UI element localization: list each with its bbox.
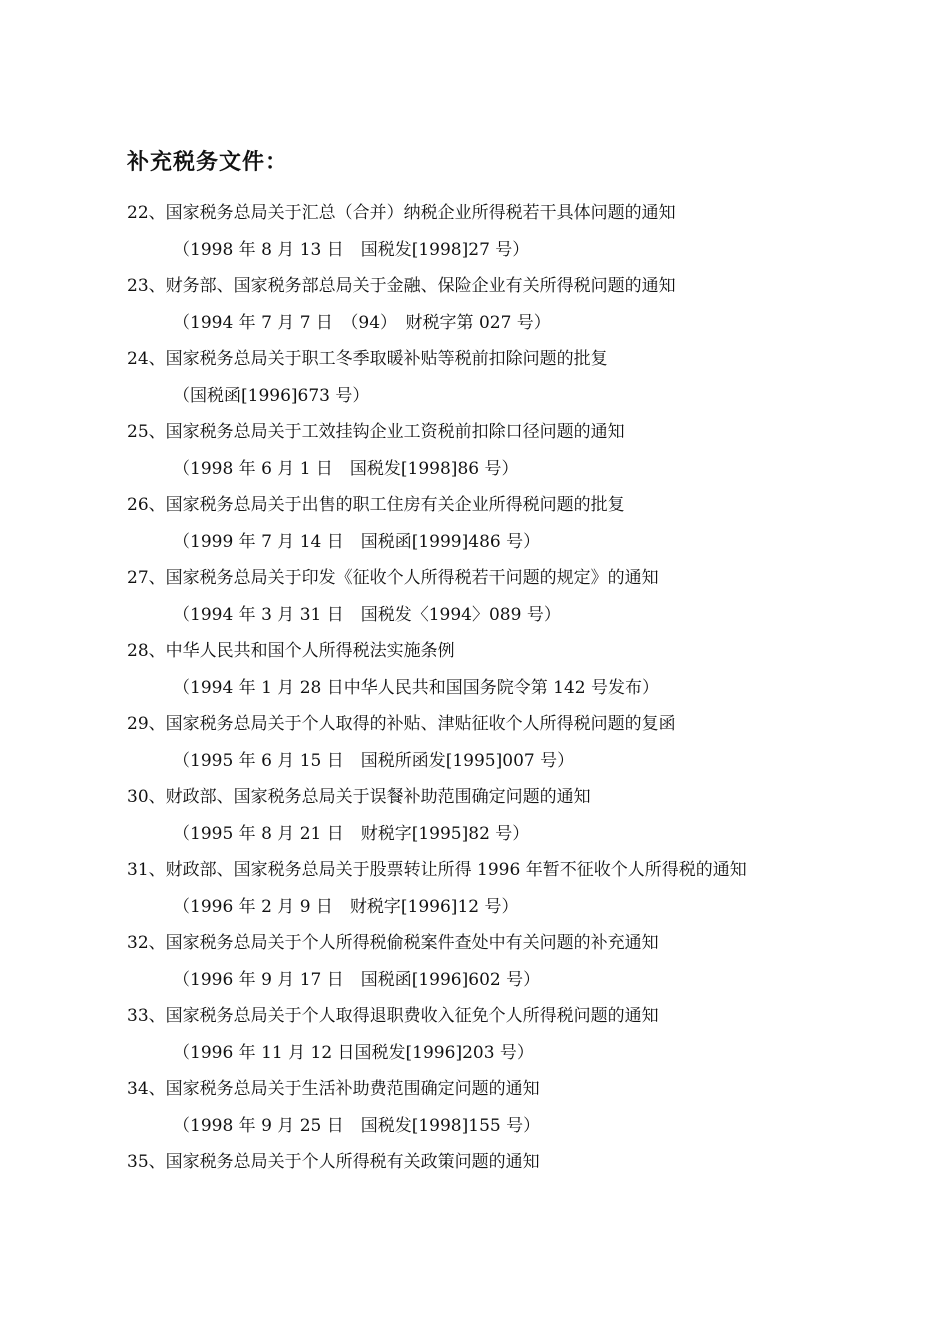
- entry-reference: （国税函[1996]673 号）: [173, 385, 370, 406]
- list-item: [127, 709, 927, 782]
- entry-title: 25、国家税务总局关于工效挂钩企业工资税前扣除口径问题的通知: [127, 422, 625, 442]
- entry-reference: （1996 年 11 月 12 日国税发[1996]203 号）: [173, 1042, 534, 1063]
- document-title: 补充税务文件：: [127, 149, 289, 175]
- list-item: [127, 490, 927, 563]
- entry-reference: （1998 年 8 月 13 日 国税发[1998]27 号）: [173, 239, 530, 260]
- entry-reference: （1995 年 6 月 15 日 国税所函发[1995]007 号）: [173, 750, 575, 771]
- entry-reference: （1994 年 1 月 28 日中华人民共和国国务院令第 142 号发布）: [173, 677, 659, 698]
- list-item: [127, 417, 927, 490]
- entry-title: 26、国家税务总局关于出售的职工住房有关企业所得税问题的批复: [127, 495, 625, 515]
- list-item: [127, 1001, 927, 1074]
- entry-title: 34、国家税务总局关于生活补助费范围确定问题的通知: [127, 1079, 540, 1099]
- entry-title: 23、财务部、国家税务部总局关于金融、保险企业有关所得税问题的通知: [127, 276, 676, 296]
- entry-reference: （1999 年 7 月 14 日 国税函[1999]486 号）: [173, 531, 541, 552]
- entry-title: 29、国家税务总局关于个人取得的补贴、津贴征收个人所得税问题的复函: [127, 714, 676, 734]
- entry-title: 28、中华人民共和国个人所得税法实施条例: [127, 641, 455, 661]
- entry-title: 30、财政部、国家税务总局关于误餐补助范围确定问题的通知: [127, 787, 591, 807]
- list-item: [127, 271, 927, 344]
- list-item: [127, 636, 927, 709]
- entry-reference: （1996 年 9 月 17 日 国税函[1996]602 号）: [173, 969, 541, 990]
- entry-title: 31、财政部、国家税务总局关于股票转让所得 1996 年暂不征收个人所得税的通知: [127, 860, 747, 880]
- entry-title: 24、国家税务总局关于职工冬季取暖补贴等税前扣除问题的批复: [127, 349, 608, 369]
- entry-title: 22、国家税务总局关于汇总（合并）纳税企业所得税若干具体问题的通知: [127, 203, 676, 223]
- entry-title: 27、国家税务总局关于印发《征收个人所得税若干问题的规定》的通知: [127, 568, 659, 588]
- entry-title: 35、国家税务总局关于个人所得税有关政策问题的通知: [127, 1152, 540, 1172]
- entry-reference: （1998 年 6 月 1 日 国税发[1998]86 号）: [173, 458, 519, 479]
- entry-reference: （1995 年 8 月 21 日 财税字[1995]82 号）: [173, 823, 530, 844]
- entry-title: 33、国家税务总局关于个人取得退职费收入征免个人所得税问题的通知: [127, 1006, 659, 1026]
- entry-title: 32、国家税务总局关于个人所得税偷税案件查处中有关问题的补充通知: [127, 933, 659, 953]
- list-item: [127, 1147, 927, 1184]
- entry-reference: （1998 年 9 月 25 日 国税发[1998]155 号）: [173, 1115, 541, 1136]
- list-item: [127, 782, 927, 855]
- entry-reference: （1994 年 3 月 31 日 国税发〈1994〉089 号）: [173, 604, 561, 625]
- list-item: [127, 1074, 927, 1147]
- list-item: [127, 198, 927, 271]
- entry-list: [127, 198, 927, 1184]
- list-item: [127, 928, 927, 1001]
- entry-reference: （1996 年 2 月 9 日 财税字[1996]12 号）: [173, 896, 519, 917]
- list-item: [127, 344, 927, 417]
- list-item: [127, 855, 927, 928]
- list-item: [127, 563, 927, 636]
- entry-reference: （1994 年 7 月 7 日 （94） 财税字第 027 号）: [173, 312, 551, 333]
